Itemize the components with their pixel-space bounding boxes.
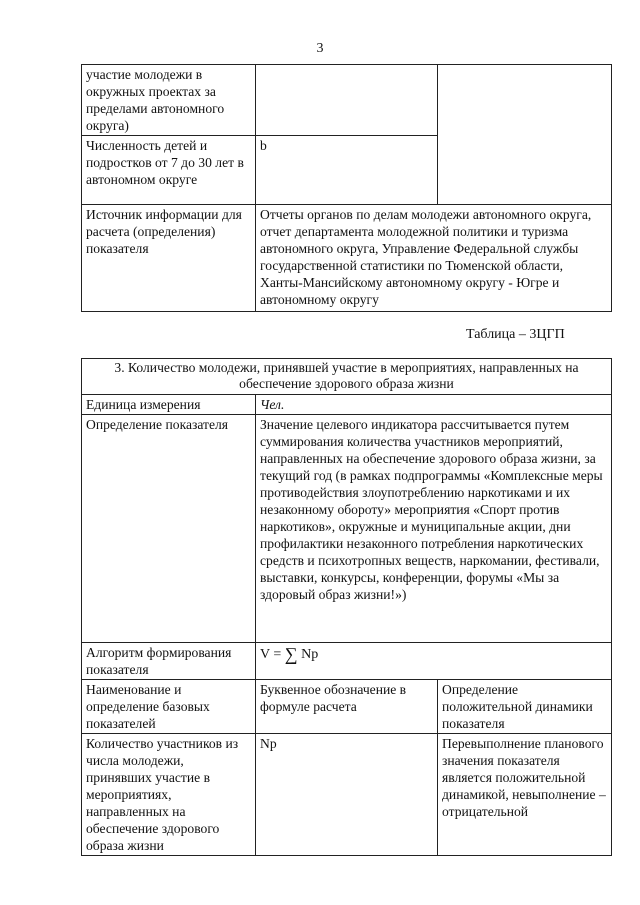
table-row — [82, 395, 612, 415]
table-row — [82, 205, 612, 312]
page-number: 3 — [316, 41, 324, 56]
table-header: 3. Количество молодежи, принявшей участие в мероприятиях, направленных на обеспечение здорового образа жизни — [82, 359, 612, 395]
row-label: участие молодежи в окружных проектах за пределами автономного округа) — [82, 65, 256, 136]
source-table — [81, 64, 612, 312]
table-cell: Количество участников из числа молодежи, принявших участие в мероприятиях, направленных на обеспечение здорового образа жизни — [82, 734, 256, 856]
row-value: Отчеты органов по делам молодежи автономного округа, отчет департамента молодежной политики и туризма автономного округа, Управление Федеральной службы государственной статистики по Тюменской области, Ханты-Мансийскому автономному округу - Югре и автономному округу — [256, 205, 612, 312]
table-row — [82, 65, 612, 136]
formula — [256, 643, 612, 680]
indicator-table — [81, 358, 612, 856]
row-label: Численность детей и подростков от 7 до 30 лет в автономном округе — [82, 136, 256, 205]
table-cell: Перевыполнение планового значения показателя является положительной динамикой, невыполнение – отрицательной — [438, 734, 612, 856]
table-caption: Таблица – 3ЦГП — [466, 327, 565, 342]
definition-value: Значение целевого индикатора рассчитывается путем суммирования количества участников мероприятий, направленных на обеспечение здорового образа жизни, за текущий год (в рамках подпрограммы «Комплексные меры противодействия злоупотреблению наркотиками и их незаконному обороту» мероприятия «Спорт против наркотиков», окружные и муниципальные акции, дни профилактики незаконного потребления наркотических средств и психотропных веществ, наркомании, фестивали, выставки, конкурсы, конференции, форумы «Мы за здоровый образ жизни!») — [256, 415, 612, 643]
table-header-row — [82, 359, 612, 395]
formula-lhs: V = — [260, 647, 282, 662]
table-row — [82, 734, 612, 856]
row-value — [256, 65, 438, 136]
formula-rhs: Np — [301, 647, 319, 662]
table-row — [82, 415, 612, 643]
row-label: Источник информации для расчета (определения) показателя — [82, 205, 256, 312]
table-cell: Np — [256, 734, 438, 856]
definition-label: Определение показателя — [82, 415, 256, 643]
row-value: b — [256, 136, 438, 205]
table-row — [82, 680, 612, 734]
table-row — [82, 643, 612, 680]
unit-value: Чел. — [256, 395, 612, 415]
unit-label: Единица измерения — [82, 395, 256, 415]
row-value-extra — [438, 65, 612, 205]
column-header: Наименование и определение базовых показателей — [82, 680, 256, 734]
column-header: Определение положительной динамики показателя — [438, 680, 612, 734]
sum-symbol: ∑ — [284, 644, 298, 664]
column-header: Буквенное обозначение в формуле расчета — [256, 680, 438, 734]
algorithm-label: Алгоритм формирования показателя — [82, 643, 256, 680]
